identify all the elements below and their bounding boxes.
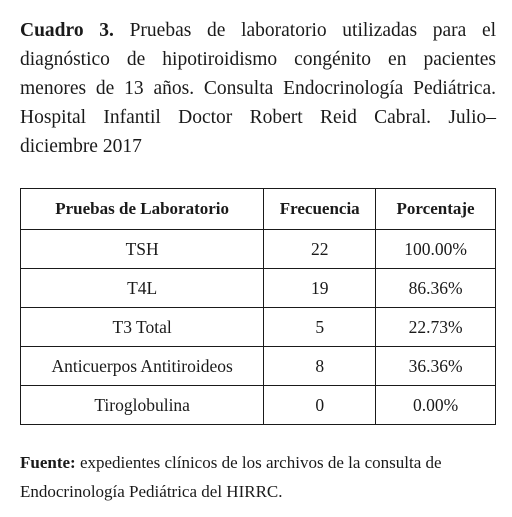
cell-frequency: 19 bbox=[264, 269, 376, 308]
cell-frequency: 5 bbox=[264, 308, 376, 347]
table-header-row bbox=[21, 189, 496, 230]
lab-tests-table bbox=[20, 188, 496, 425]
cell-frequency: 0 bbox=[264, 386, 376, 425]
caption-text: Pruebas de laboratorio utilizadas para el diagnóstico de hipotiroidismo congénito en pacientes menores de 13 años. Consulta Endocrinología Pediátrica. Hospital Infantil Doctor Robert Reid Cabral. Julio–diciembre 2017 bbox=[20, 20, 497, 157]
header-percentage: Porcentaje bbox=[376, 189, 496, 230]
cell-test: TSH bbox=[21, 230, 264, 269]
footnote-label: Fuente: bbox=[20, 453, 76, 472]
table-row bbox=[21, 308, 496, 347]
cell-test: Anticuerpos Antitiroideos bbox=[21, 347, 264, 386]
table-caption bbox=[20, 16, 496, 161]
cell-test: Tiroglobulina bbox=[21, 386, 264, 425]
cell-test: T4L bbox=[21, 269, 264, 308]
table-row bbox=[21, 230, 496, 269]
footnote-text: expedientes clínicos de los archivos de la consulta de Endocrinología Pediátrica del HIRRC. bbox=[20, 453, 442, 501]
source-footnote bbox=[20, 448, 496, 506]
cell-test: T3 Total bbox=[21, 308, 264, 347]
cell-percentage: 0.00% bbox=[376, 386, 496, 425]
cell-frequency: 22 bbox=[264, 230, 376, 269]
table-row bbox=[21, 347, 496, 386]
cell-percentage: 36.36% bbox=[376, 347, 496, 386]
header-frequency: Frecuencia bbox=[264, 189, 376, 230]
cell-frequency: 8 bbox=[264, 347, 376, 386]
caption-label: Cuadro 3. bbox=[20, 20, 114, 41]
table-row bbox=[21, 269, 496, 308]
cell-percentage: 86.36% bbox=[376, 269, 496, 308]
cell-percentage: 100.00% bbox=[376, 230, 496, 269]
cell-percentage: 22.73% bbox=[376, 308, 496, 347]
header-tests: Pruebas de Laboratorio bbox=[21, 189, 264, 230]
table-row bbox=[21, 386, 496, 425]
